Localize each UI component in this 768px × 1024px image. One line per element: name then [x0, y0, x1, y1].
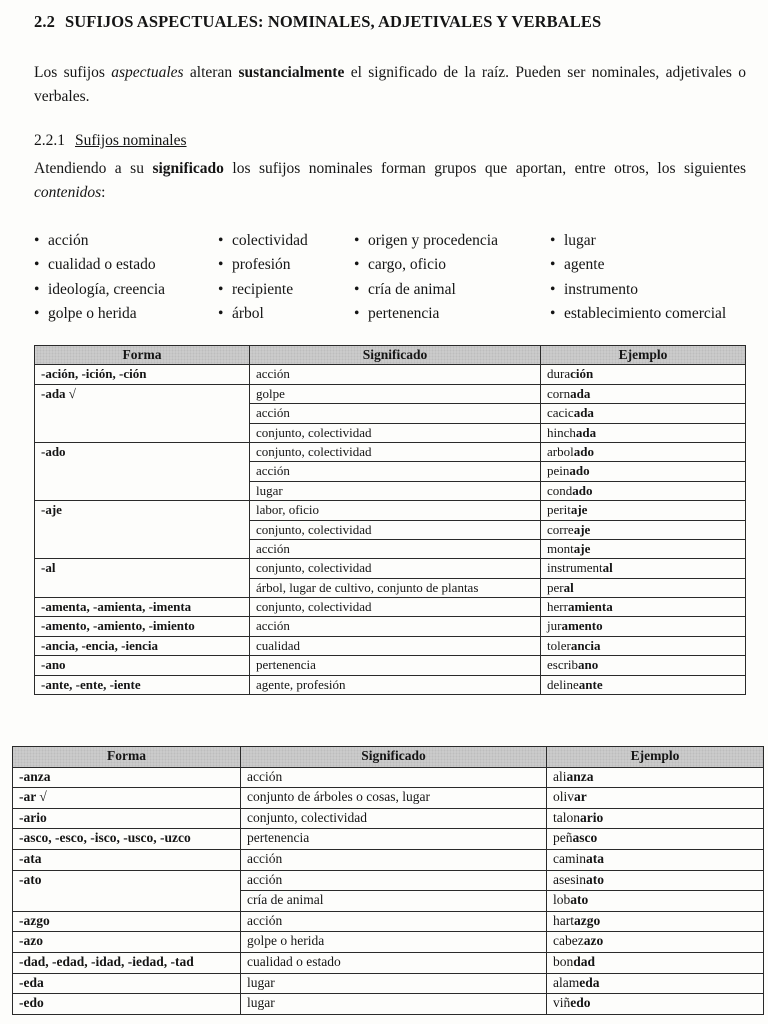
table-header-row — [35, 346, 746, 365]
cell-ejemplo — [541, 598, 746, 617]
table-row — [13, 767, 764, 788]
bullet-item — [218, 302, 308, 326]
cell-significado: conjunto, colectividad — [241, 808, 547, 829]
example-root: mont — [547, 540, 574, 556]
bullet-item — [218, 278, 308, 302]
bullet-item — [34, 278, 165, 302]
cell-forma: -ata — [13, 849, 241, 870]
example-suffix: ado — [573, 443, 594, 459]
cell-significado: acción — [241, 870, 547, 891]
cell-significado: acción — [241, 849, 547, 870]
table-row — [35, 462, 746, 481]
table-row — [13, 973, 764, 994]
table-row — [13, 952, 764, 973]
cell-ejemplo — [541, 462, 746, 481]
cell-ejemplo — [547, 891, 764, 912]
cell-forma: -dad, -edad, -idad, -iedad, -tad — [13, 952, 241, 973]
table-row — [13, 870, 764, 891]
intro-paragraph — [34, 61, 746, 109]
bullet-column — [354, 229, 498, 326]
bullet-dot: • — [218, 304, 224, 322]
example-suffix: ato — [586, 871, 604, 887]
example-suffix: ada — [573, 405, 594, 421]
cell-significado: conjunto, colectividad — [250, 442, 541, 461]
table-row — [35, 384, 746, 403]
example-suffix: amento — [561, 618, 603, 634]
example-root: asesin — [553, 871, 586, 887]
cell-significado: acción — [250, 539, 541, 558]
cell-ejemplo — [541, 481, 746, 500]
bullet-dot: • — [354, 256, 360, 274]
table-row — [35, 617, 746, 636]
subsection-title: Sufijos nominales — [75, 132, 187, 149]
table-row — [35, 442, 746, 461]
cell-ejemplo — [541, 501, 746, 520]
cell-forma: -ancia, -encia, -iencia — [35, 636, 250, 655]
example-suffix: amienta — [567, 599, 613, 615]
bullet-item — [354, 253, 498, 277]
table-row — [35, 578, 746, 597]
cell-ejemplo — [541, 365, 746, 384]
suffix-table-1 — [34, 345, 746, 695]
cell-significado: cría de animal — [241, 891, 547, 912]
bullet-label: colectividad — [232, 232, 308, 249]
example-root: cond — [547, 482, 573, 498]
cell-ejemplo — [541, 675, 746, 694]
cell-ejemplo — [541, 520, 746, 539]
bullet-label: acción — [48, 232, 89, 249]
cell-significado: golpe o herida — [241, 932, 547, 953]
cell-ejemplo — [547, 994, 764, 1015]
cell-significado: conjunto, colectividad — [250, 598, 541, 617]
cell-significado: conjunto, colectividad — [250, 423, 541, 442]
cell-significado: acción — [241, 911, 547, 932]
section-title: SUFIJOS ASPECTUALES: NOMINALES, ADJETIVALES Y VERBALES — [64, 12, 602, 31]
bullet-dot: • — [218, 232, 224, 249]
cell-significado: labor, oficio — [250, 501, 541, 520]
bullet-dot: • — [550, 256, 556, 274]
header-significado: Significado — [250, 346, 541, 365]
example-suffix: ano — [578, 657, 599, 673]
example-suffix: azgo — [574, 912, 601, 928]
cell-forma: -aje — [35, 501, 250, 520]
cell-significado: conjunto, colectividad — [250, 520, 541, 539]
example-root: arbol — [547, 443, 574, 459]
example-root: viñ — [553, 995, 571, 1011]
example-suffix: al — [602, 560, 613, 576]
cell-forma: -edo — [13, 994, 241, 1015]
cell-ejemplo — [541, 423, 746, 442]
table-header-row — [13, 747, 764, 768]
cell-significado: conjunto de árboles o cosas, lugar — [241, 788, 547, 809]
table-row — [13, 849, 764, 870]
bullet-item — [550, 302, 726, 326]
bullet-dot: • — [354, 304, 360, 322]
example-root: deline — [547, 676, 579, 692]
intro-text: alteran — [183, 64, 239, 81]
example-root: bon — [553, 953, 574, 969]
header-ejemplo: Ejemplo — [541, 346, 746, 365]
cell-ejemplo — [547, 870, 764, 891]
para-text: : — [101, 184, 106, 201]
table-row — [35, 423, 746, 442]
cell-forma: -eda — [13, 973, 241, 994]
bullet-item — [34, 229, 165, 253]
cell-significado: lugar — [250, 481, 541, 500]
cell-ejemplo — [541, 384, 746, 403]
header-significado: Significado — [241, 747, 547, 768]
cell-forma: -ato — [13, 870, 241, 891]
example-suffix: ancia — [570, 637, 601, 653]
cell-ejemplo — [547, 808, 764, 829]
example-root: escrib — [547, 657, 579, 673]
cell-ejemplo — [541, 442, 746, 461]
table-row — [35, 404, 746, 423]
example-root: jur — [547, 618, 562, 634]
cell-forma: -ario — [13, 808, 241, 829]
cell-significado: acción — [250, 462, 541, 481]
section-heading — [34, 12, 601, 32]
bullet-column — [550, 229, 726, 326]
table-row — [35, 520, 746, 539]
cell-significado: golpe — [250, 384, 541, 403]
example-root: hinch — [547, 424, 576, 440]
cell-ejemplo — [547, 932, 764, 953]
header-forma: Forma — [35, 346, 250, 365]
cell-ejemplo — [541, 404, 746, 423]
bullet-label: cargo, oficio — [368, 256, 447, 274]
example-suffix: ción — [570, 366, 594, 382]
cell-forma — [35, 520, 250, 539]
bullet-dot: • — [34, 304, 40, 322]
bullet-dot: • — [34, 256, 40, 274]
example-suffix: aje — [573, 540, 591, 556]
example-root: cacic — [547, 405, 574, 421]
cell-forma: -amento, -amiento, -imiento — [35, 617, 250, 636]
cell-ejemplo — [547, 788, 764, 809]
cell-forma: -azo — [13, 932, 241, 953]
cell-significado: acción — [250, 365, 541, 384]
bullet-column — [34, 229, 165, 326]
subsection-number: 2.2.1 — [34, 132, 65, 149]
cell-significado: árbol, lugar de cultivo, conjunto de plantas — [250, 578, 541, 597]
example-root: per — [547, 579, 564, 595]
example-root: talon — [553, 809, 580, 825]
cell-significado: acción — [250, 617, 541, 636]
bullet-item — [354, 278, 498, 302]
example-suffix: ada — [575, 424, 597, 440]
cell-ejemplo — [541, 559, 746, 578]
bullet-label: origen y procedencia — [368, 232, 498, 249]
para-italic: contenidos — [34, 184, 102, 201]
bullet-label: profesión — [232, 256, 291, 274]
cell-ejemplo — [541, 636, 746, 655]
example-root: dura — [547, 366, 571, 382]
cell-significado: conjunto, colectividad — [250, 559, 541, 578]
bullet-dot: • — [550, 232, 556, 249]
cell-forma: -ar √ — [13, 788, 241, 809]
example-suffix: edo — [570, 995, 591, 1011]
example-root: hart — [553, 912, 574, 928]
bullet-item — [218, 253, 308, 277]
cell-significado: agente, profesión — [250, 675, 541, 694]
bullet-item — [218, 229, 308, 253]
cell-forma: -amenta, -amienta, -imenta — [35, 598, 250, 617]
example-suffix: dad — [573, 953, 596, 969]
cell-significado: lugar — [241, 994, 547, 1015]
example-root: corn — [547, 385, 571, 401]
cell-ejemplo — [547, 767, 764, 788]
bullet-label: cría de animal — [368, 280, 456, 298]
example-suffix: ada — [570, 385, 591, 401]
example-suffix: ante — [578, 676, 603, 692]
bullet-label: recipiente — [232, 280, 294, 298]
cell-forma: -ada √ — [35, 384, 250, 403]
example-suffix: eda — [579, 974, 600, 990]
table-row — [13, 788, 764, 809]
example-root: herr — [547, 599, 568, 615]
subsection-heading — [34, 132, 187, 150]
cell-forma — [13, 891, 241, 912]
example-suffix: anza — [566, 768, 594, 784]
table-row — [13, 911, 764, 932]
table-row — [35, 501, 746, 520]
table-row — [13, 891, 764, 912]
bullet-dot: • — [354, 232, 360, 249]
cell-significado: cualidad o estado — [241, 952, 547, 973]
cell-significado: pertenencia — [250, 656, 541, 675]
intro-italic: aspectuales — [111, 64, 184, 81]
bullet-label: establecimiento comercial — [564, 304, 727, 322]
example-suffix: ato — [570, 892, 589, 908]
bullet-label: árbol — [232, 304, 264, 322]
bullet-item — [550, 278, 726, 302]
cell-forma: -al — [35, 559, 250, 578]
cell-ejemplo — [541, 539, 746, 558]
bullet-item — [34, 302, 165, 326]
cell-forma: -asco, -esco, -isco, -usco, -uzco — [13, 829, 241, 850]
bullet-item — [354, 229, 498, 253]
bullet-label: lugar — [564, 232, 596, 249]
example-root: lob — [553, 892, 571, 908]
cell-ejemplo — [547, 829, 764, 850]
bullet-dot: • — [354, 280, 360, 298]
cell-forma — [35, 423, 250, 442]
example-root: alam — [553, 974, 580, 990]
example-root: oliv — [553, 789, 575, 805]
example-suffix: aje — [573, 521, 591, 537]
bullet-item — [34, 253, 165, 277]
example-suffix: asco — [572, 830, 598, 846]
example-root: camin — [553, 850, 586, 866]
cell-significado: pertenencia — [241, 829, 547, 850]
cell-significado: cualidad — [250, 636, 541, 655]
bullet-label: pertenencia — [368, 304, 440, 322]
cell-forma: -ación, -ición, -ción — [35, 365, 250, 384]
cell-significado: lugar — [241, 973, 547, 994]
intro-text: Los sufijos — [34, 64, 112, 81]
suffix-table-2 — [12, 746, 764, 1015]
cell-forma — [35, 404, 250, 423]
example-root: pein — [547, 463, 570, 479]
cell-ejemplo — [541, 578, 746, 597]
bullet-item — [550, 229, 726, 253]
bullet-label: agente — [564, 256, 605, 274]
cell-forma: -ado — [35, 442, 250, 461]
table-row — [35, 675, 746, 694]
bullet-dot: • — [34, 232, 40, 249]
para-text: los sufijos nominales forman grupos que aportan, entre otros, los siguientes — [223, 160, 746, 177]
cell-significado: acción — [250, 404, 541, 423]
para-bold: significado — [152, 160, 224, 177]
example-root: cabez — [553, 933, 584, 949]
table-row — [13, 932, 764, 953]
header-forma: Forma — [13, 747, 241, 768]
example-suffix: aje — [570, 502, 588, 518]
bullet-column — [218, 229, 308, 326]
table-row — [35, 481, 746, 500]
cell-forma — [35, 481, 250, 500]
section-number: 2.2 — [34, 12, 55, 31]
example-suffix: ado — [569, 463, 590, 479]
table-row — [35, 636, 746, 655]
bullet-dot: • — [218, 280, 224, 298]
bullet-dot: • — [218, 256, 224, 274]
bullet-label: instrumento — [564, 280, 639, 298]
para-text: Atendiendo a su — [34, 160, 153, 177]
example-root: instrument — [547, 560, 603, 576]
cell-forma — [35, 539, 250, 558]
example-suffix: al — [563, 579, 574, 595]
table-row — [35, 539, 746, 558]
example-suffix: azo — [583, 933, 604, 949]
table-row — [35, 598, 746, 617]
bullet-label: ideología, creencia — [48, 280, 166, 298]
bullet-label: cualidad o estado — [48, 256, 156, 274]
intro-bold: sustancialmente — [238, 64, 345, 81]
cell-ejemplo — [547, 911, 764, 932]
meaning-paragraph — [34, 157, 746, 205]
example-suffix: ar — [574, 789, 587, 805]
cell-significado: acción — [241, 767, 547, 788]
cell-ejemplo — [541, 617, 746, 636]
table-row — [13, 829, 764, 850]
cell-forma: -ante, -ente, -iente — [35, 675, 250, 694]
cell-forma — [35, 462, 250, 481]
table-row — [13, 994, 764, 1015]
bullet-dot: • — [550, 304, 556, 322]
cell-ejemplo — [547, 973, 764, 994]
cell-ejemplo — [547, 849, 764, 870]
bullet-dot: • — [550, 280, 556, 298]
example-root: toler — [547, 637, 571, 653]
example-root: peñ — [553, 830, 573, 846]
intro-text: el significado de la raíz. Pueden ser nominales, adjetivales o verbales. — [34, 64, 746, 105]
example-root: corre — [547, 521, 574, 537]
example-root: ali — [553, 768, 567, 784]
cell-forma: -azgo — [13, 911, 241, 932]
bullet-item — [354, 302, 498, 326]
example-suffix: ata — [586, 850, 604, 866]
example-suffix: ario — [580, 809, 604, 825]
cell-forma — [35, 578, 250, 597]
cell-forma: -anza — [13, 767, 241, 788]
bullet-dot: • — [34, 280, 40, 298]
cell-ejemplo — [547, 952, 764, 973]
table-row — [13, 808, 764, 829]
example-suffix: ado — [572, 482, 593, 498]
bullet-item — [550, 253, 726, 277]
table-row — [35, 656, 746, 675]
bullet-label: golpe o herida — [48, 304, 137, 322]
cell-ejemplo — [541, 656, 746, 675]
header-ejemplo: Ejemplo — [547, 747, 764, 768]
table-row — [35, 365, 746, 384]
cell-forma: -ano — [35, 656, 250, 675]
table-row — [35, 559, 746, 578]
example-root: perit — [547, 502, 571, 518]
